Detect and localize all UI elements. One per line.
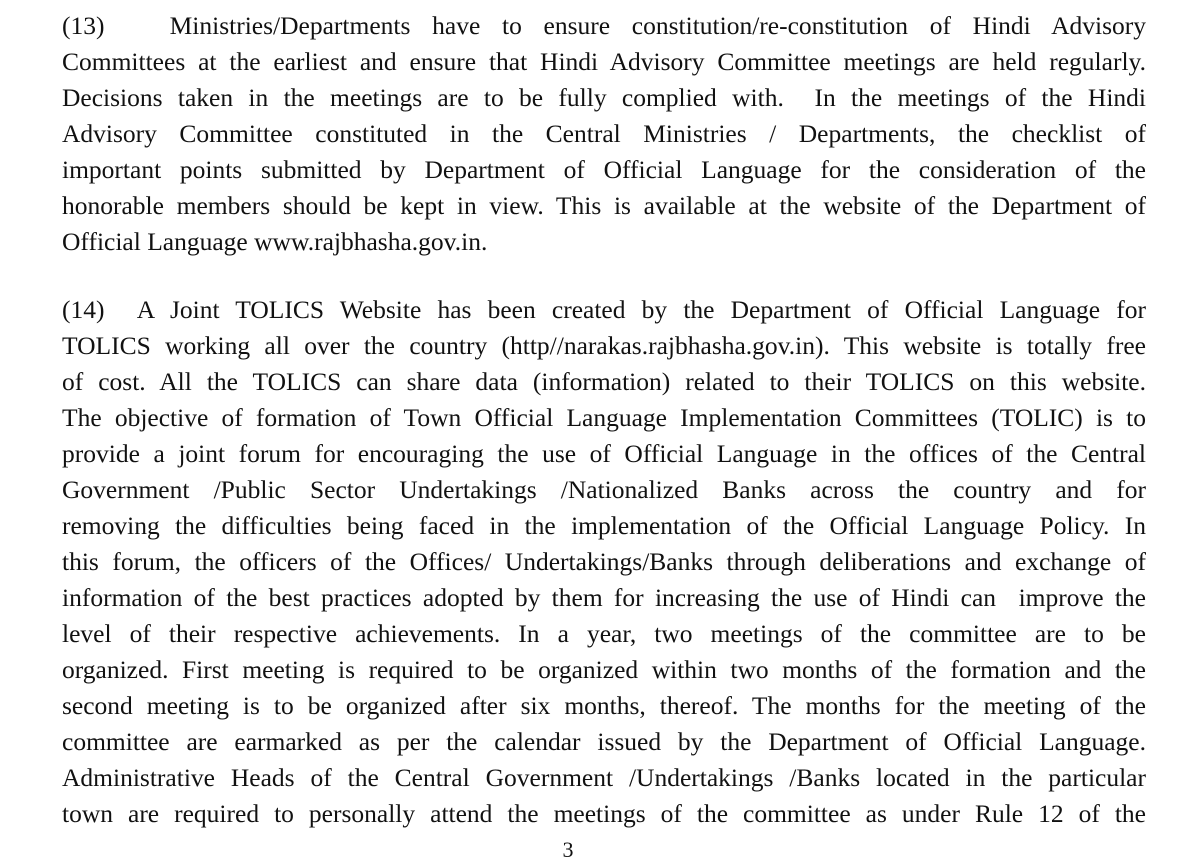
paragraph-14-line: town are required to personally attend the meetings of the committee as under Rule 12 of the	[62, 799, 1146, 828]
paragraph-13-line: honorable members should be kept in view. This is available at the website of the Department of	[62, 191, 1146, 220]
paragraph-14-line: Government /Public Sector Undertakings /Nationalized Banks across the country and for	[62, 475, 1146, 504]
paragraph-14-line: provide a joint forum for encouraging the use of Official Language in the offices of the Central	[62, 439, 1146, 468]
paragraph-14-line: (14) A Joint TOLICS Website has been created by the Department of Official Language for	[62, 295, 1146, 324]
paragraph-14-line: information of the best practices adopted by them for increasing the use of Hindi can improve the	[62, 583, 1146, 612]
paragraph-14-line: The objective of formation of Town Official Language Implementation Committees (TOLIC) is to	[62, 403, 1146, 432]
paragraph-14-line: level of their respective achievements. In a year, two meetings of the committee are to be	[62, 619, 1146, 648]
paragraph-14-line: Administrative Heads of the Central Government /Undertakings /Banks located in the particular	[62, 763, 1146, 792]
paragraph-14-line: second meeting is to be organized after six months, thereof. The months for the meeting of the	[62, 691, 1146, 720]
paragraph-14-line: removing the difficulties being faced in the implementation of the Official Language Policy. In	[62, 511, 1146, 540]
paragraph-13-line: Committees at the earliest and ensure that Hindi Advisory Committee meetings are held regularly.	[62, 47, 1146, 76]
paragraph-13-line: Decisions taken in the meetings are to be fully complied with. In the meetings of the Hindi	[62, 83, 1146, 112]
paragraph-14-line: this forum, the officers of the Offices/ Undertakings/Banks through deliberations and exchange of	[62, 547, 1146, 576]
paragraph-14-line: committee are earmarked as per the calendar issued by the Department of Official Language.	[62, 727, 1146, 756]
page-number: 3	[562, 837, 574, 862]
paragraph-13-line: Advisory Committee constituted in the Central Ministries / Departments, the checklist of	[62, 119, 1146, 148]
paragraph-14-line: TOLICS working all over the country (http//narakas.rajbhasha.gov.in). This website is totally free	[62, 331, 1146, 360]
paragraph-13-line: important points submitted by Department of Official Language for the consideration of the	[62, 155, 1146, 184]
paragraph-13-line: (13) Ministries/Departments have to ensure constitution/re-constitution of Hindi Advisory	[62, 11, 1146, 40]
paragraph-14-line: organized. First meeting is required to be organized within two months of the formation and the	[62, 655, 1146, 684]
paragraph-14-line: of cost. All the TOLICS can share data (information) related to their TOLICS on this website.	[62, 367, 1146, 396]
paragraph-13-line: Official Language www.rajbhasha.gov.in.	[62, 227, 488, 256]
